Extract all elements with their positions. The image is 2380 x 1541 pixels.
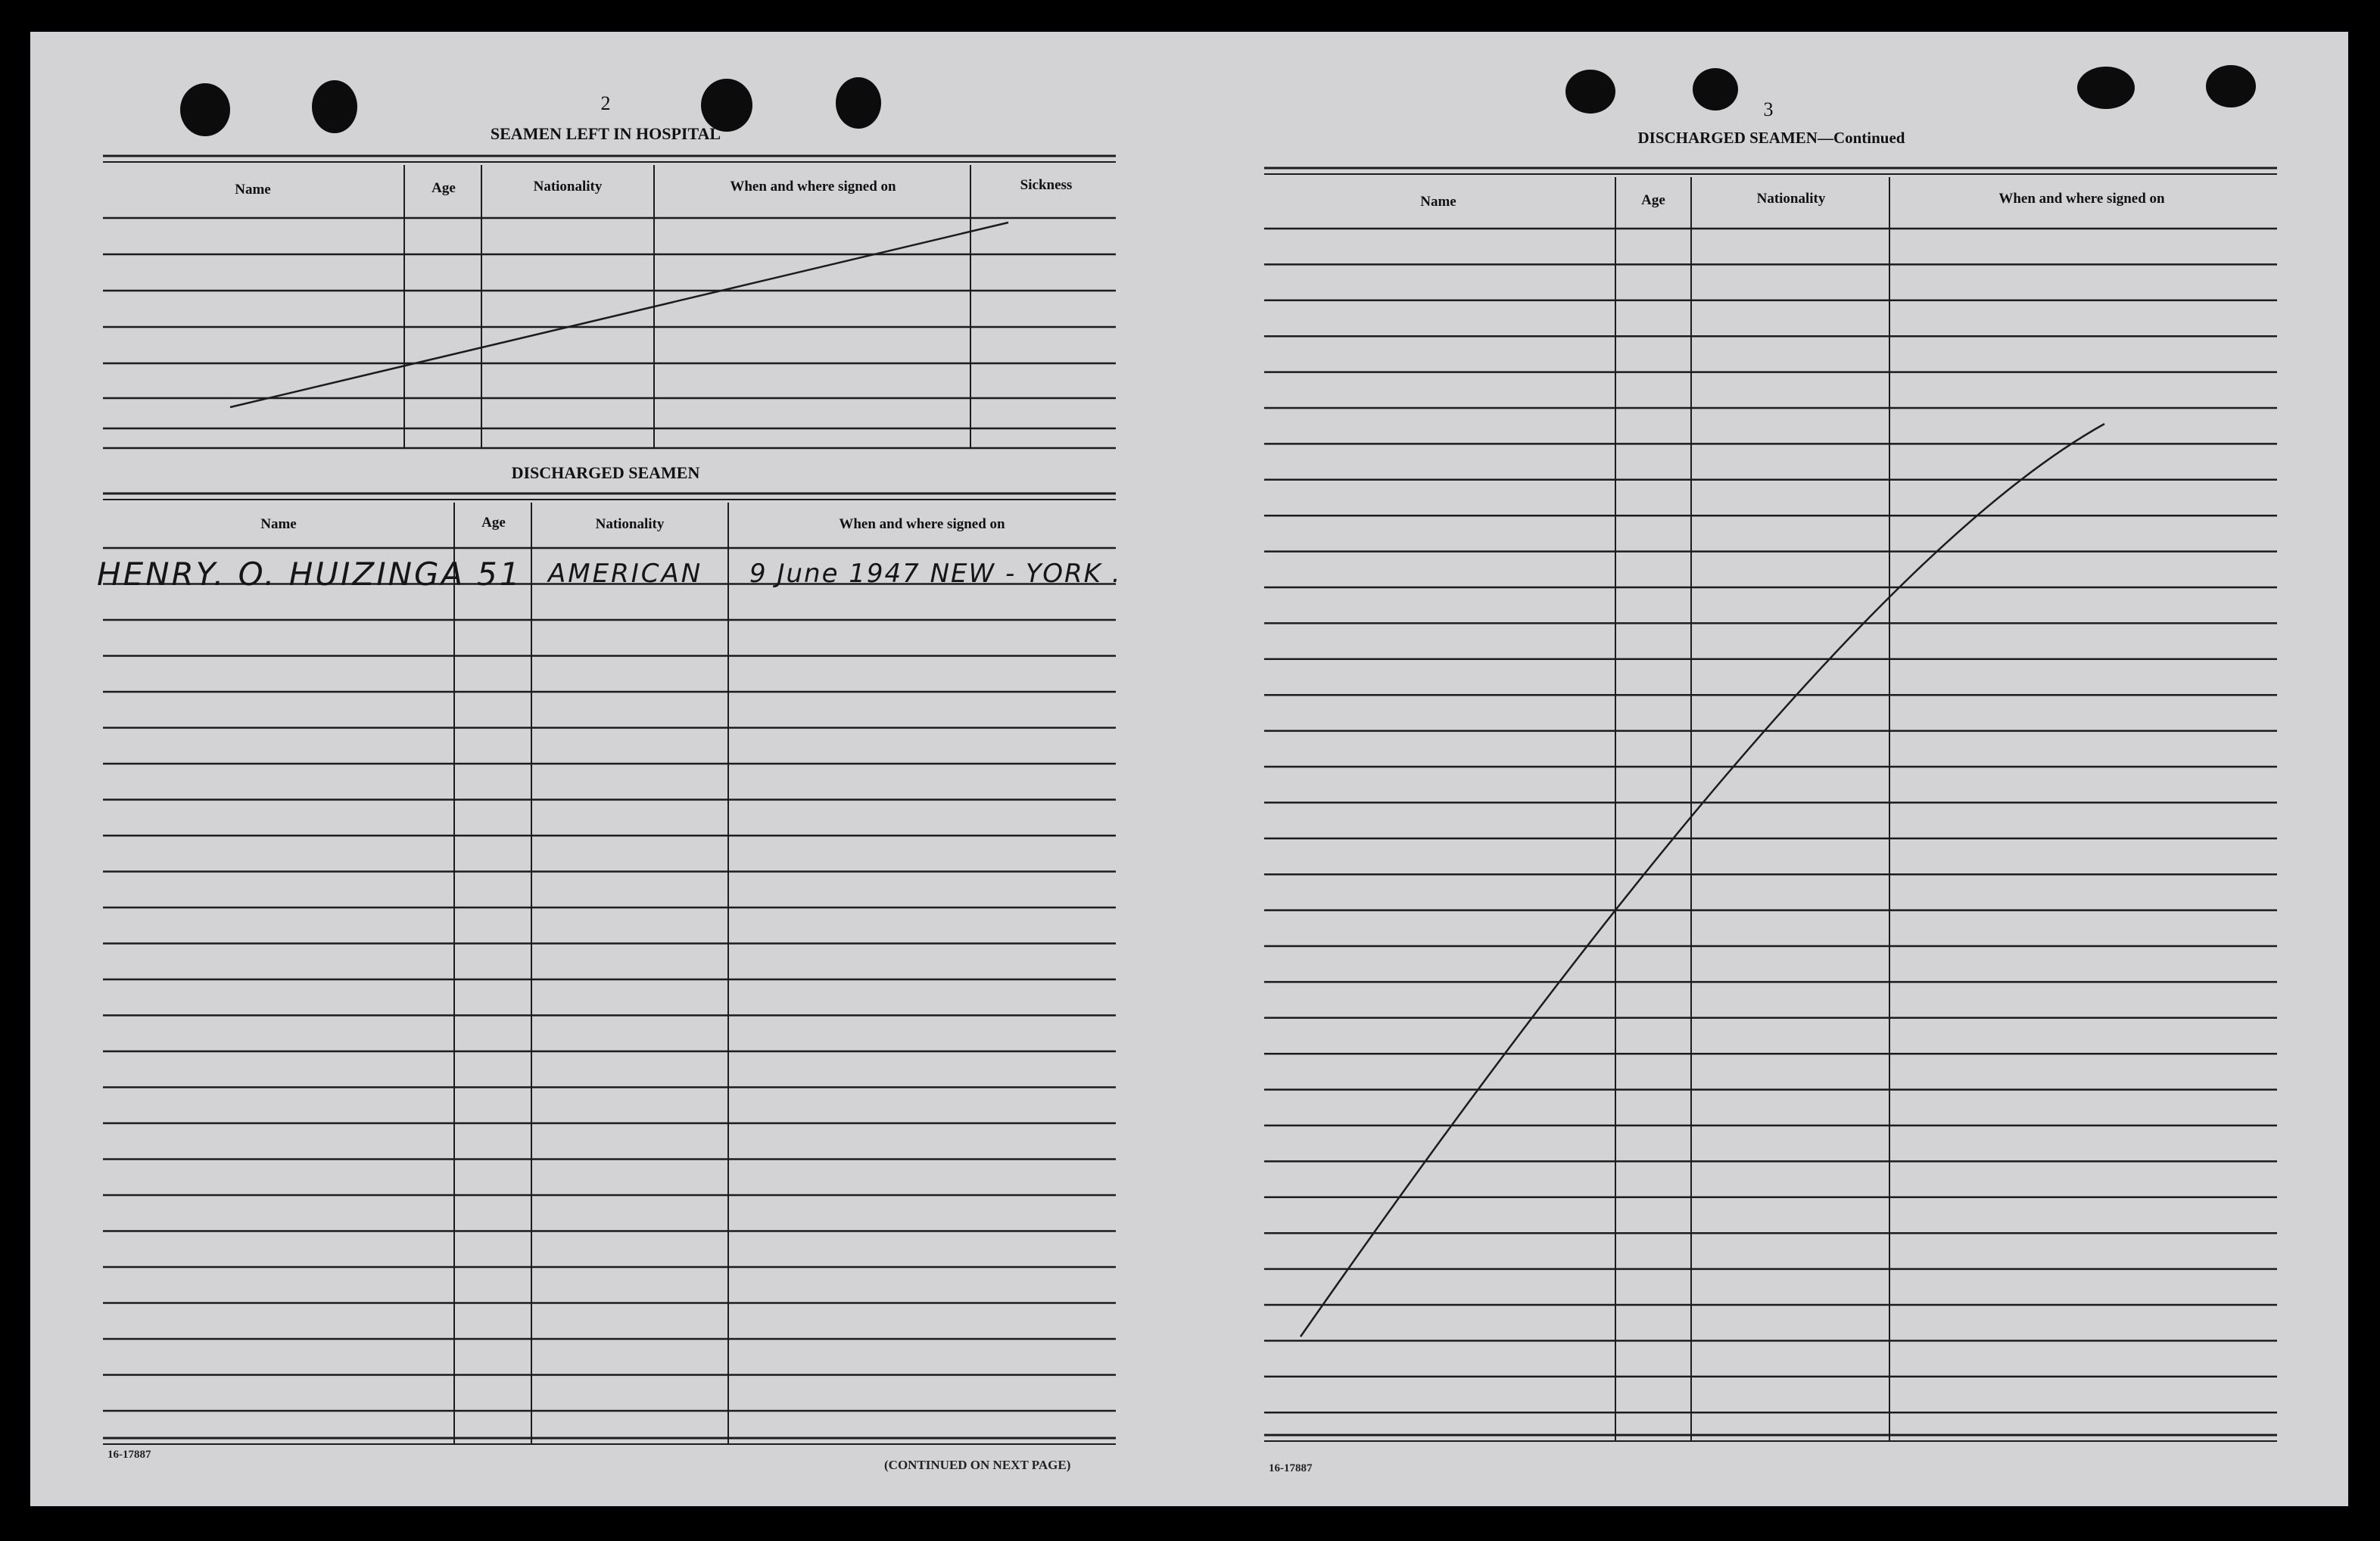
discharged-col-name: Name (260, 516, 297, 532)
discharged-section-title: DISCHARGED SEAMEN (511, 463, 700, 482)
hospital-col-name: Name (235, 182, 271, 198)
hospital-col-nationality: Nationality (533, 179, 603, 195)
right-col-name: Name (1420, 194, 1456, 210)
hospital-col-signed-on: When and where signed on (730, 179, 896, 195)
entry-signed-on: 9 June 1947 NEW - YORK . (749, 559, 1122, 589)
cancel-stroke (1301, 424, 2104, 1337)
right-col-signed-on: When and where signed on (1998, 191, 2165, 207)
page-number-left: 2 (600, 92, 611, 114)
discharged-col-age: Age (481, 515, 506, 531)
hospital-col-sickness: Sickness (1020, 177, 1073, 193)
cancel-stroke (230, 223, 1008, 407)
hospital-col-age: Age (431, 180, 456, 196)
right-section-title: DISCHARGED SEAMEN—Continued (1637, 129, 1905, 147)
continued-note: (CONTINUED ON NEXT PAGE) (884, 1458, 1071, 1472)
hospital-section-title: SEAMEN LEFT IN HOSPITAL (490, 124, 721, 143)
entry-age: 51 (477, 556, 522, 593)
form-number-right: 16-17887 (1269, 1462, 1313, 1474)
form-number-left: 16-17887 (107, 1449, 151, 1461)
page-number-right: 3 (1763, 98, 1774, 120)
discharged-col-signed-on: When and where signed on (839, 516, 1005, 532)
right-col-age: Age (1641, 192, 1665, 208)
entry-nationality: AMERICAN (548, 559, 703, 589)
entry-name: HENRY. O. HUIZINGA (97, 556, 466, 593)
discharged-col-nationality: Nationality (595, 516, 665, 532)
right-col-nationality: Nationality (1756, 191, 1826, 207)
